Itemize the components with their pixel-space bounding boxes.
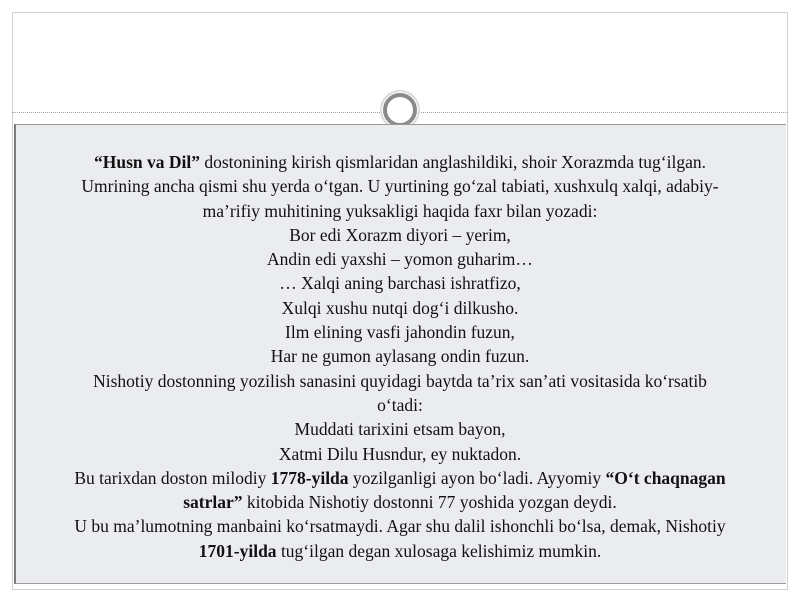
- footer-mark: [742, 583, 768, 584]
- book-title-cont: satrlar”: [183, 492, 243, 513]
- conclusion-line-2: satrlar” kitobida Nishotiy dostonni 77 yoshida yozgan deydi.: [183, 492, 617, 513]
- verse-line: Bor edi Xorazm diyori – yerim,: [289, 224, 511, 245]
- verse-line: Ilm elining vasfi jahondin fuzun,: [285, 322, 515, 343]
- verse-line: Xatmi Dilu Husndur, ey nuktadon.: [278, 443, 522, 464]
- book-title: “O‘t chaqnagan: [605, 467, 726, 488]
- footer-mark: [192, 583, 240, 584]
- verse-line: Xulqi xushu nutqi dog‘i dilkusho.: [281, 297, 519, 318]
- intro-line-1: “Husn va Dil” dostonining kirish qismlaridan anglashildiki, shoir Xorazmda tug‘ilgan.: [94, 152, 706, 172]
- footer-mark: [250, 583, 270, 584]
- poem-title: “Husn va Dil”: [94, 152, 200, 172]
- verse-line: Muddati tarixini etsam bayon,: [294, 419, 506, 440]
- conclusion-line-1: Bu tarixdan doston milodiy 1778-yilda yozilganligi ayon bo‘ladi. Ayyomiy “O‘t chaqnagan: [74, 467, 726, 488]
- year-1778: 1778-yilda: [270, 467, 349, 488]
- intro-line-3: ma’rifiy muhitining yuksakligi haqida faxr bilan yozadi:: [202, 200, 598, 221]
- conclusion-line-3: U bu ma’lumotning manbaini ko‘rsatmaydi. Agar shu dalil ishonchli bo‘lsa, demak, Nishotiy: [74, 516, 726, 537]
- footer-mark: [540, 583, 560, 584]
- year-1701: 1701-yilda: [198, 540, 277, 561]
- verse-line: Andin edi yaxshi – yomon guharim…: [267, 249, 533, 270]
- conclusion-line-4: 1701-yilda tug‘ilgan degan xulosaga kelishimiz mumkin.: [198, 540, 602, 561]
- date-intro-line-1: Nishotiy dostonning yozilish sanasini quyidagi baytda ta’rix san’ati vositasida ko‘rsatib: [93, 370, 707, 391]
- footer-mark: [692, 583, 726, 584]
- slide-text: [22, 150, 778, 563]
- verse-line: Har ne gumon aylasang ondin fuzun.: [270, 346, 530, 367]
- footer-mark: [482, 583, 530, 584]
- intro-line-2: Umrining ancha qismi shu yerda o‘tgan. U yurtining go‘zal tabiati, xushxulq xalqi, adabiy-: [81, 176, 719, 197]
- verse-line: … Xalqi aning barchasi ishratfizo,: [279, 273, 521, 294]
- date-intro-line-2: o‘tadi:: [377, 394, 423, 415]
